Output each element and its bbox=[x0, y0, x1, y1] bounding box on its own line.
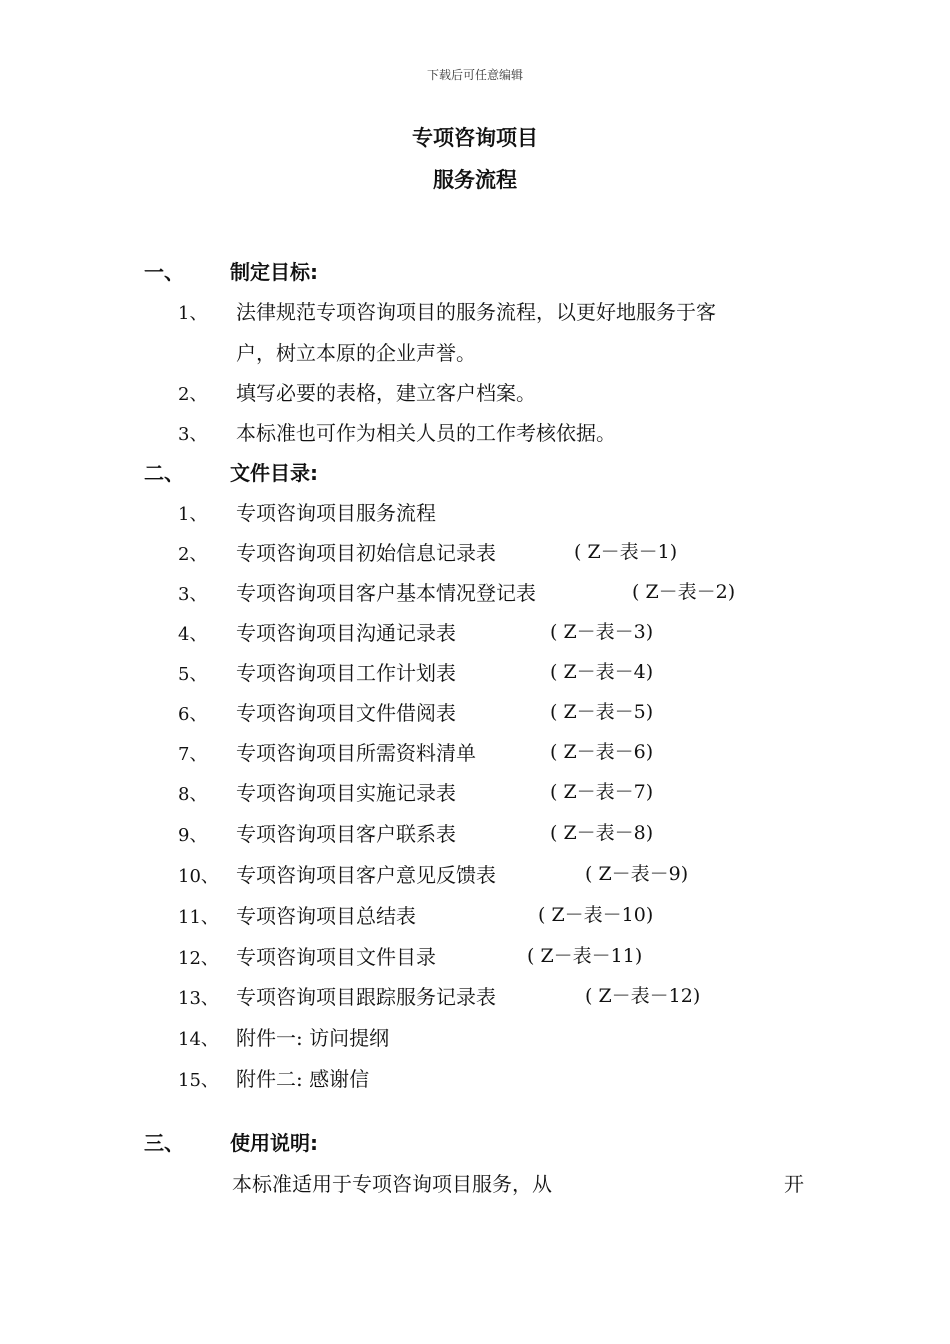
item-text: 本标准也可作为相关人员的工作考核依据。 bbox=[236, 421, 616, 445]
item-text: 专项咨询项目所需资料清单 bbox=[236, 741, 476, 765]
item-number: 9、 bbox=[178, 825, 208, 846]
usage-paragraph-end: 开 bbox=[784, 1172, 804, 1196]
file-list-item bbox=[178, 697, 654, 726]
form-code: ( Z－表－7) bbox=[550, 781, 654, 803]
item-text-continuation: 户，树立本原的企业声誉。 bbox=[236, 341, 476, 365]
form-code: ( Z－表－5) bbox=[550, 701, 654, 723]
page-header-note: 下载后可任意编辑 bbox=[426, 68, 523, 82]
item-number: 5、 bbox=[178, 664, 208, 685]
document-subtitle: 服务流程 bbox=[433, 168, 517, 192]
item-number: 15、 bbox=[178, 1070, 219, 1091]
form-code: ( Z－表－8) bbox=[550, 822, 654, 844]
section-title: 使用说明: bbox=[230, 1131, 318, 1155]
usage-paragraph: 本标准适用于专项咨询项目服务，从 bbox=[232, 1172, 552, 1196]
file-list-item bbox=[178, 617, 654, 646]
file-list-item bbox=[178, 941, 643, 970]
file-list-item bbox=[178, 657, 654, 686]
item-number: 3、 bbox=[178, 584, 208, 605]
item-text: 专项咨询项目服务流程 bbox=[236, 501, 436, 525]
section-heading-goals bbox=[144, 256, 318, 285]
file-list-item bbox=[178, 1022, 389, 1051]
form-code: ( Z－表－3) bbox=[550, 621, 654, 643]
section-title: 文件目录: bbox=[230, 461, 318, 485]
section-number: 三、 bbox=[144, 1131, 184, 1155]
document-title: 专项咨询项目 bbox=[412, 126, 538, 150]
item-number: 1、 bbox=[178, 303, 208, 324]
item-number: 8、 bbox=[178, 784, 208, 805]
item-number: 2、 bbox=[178, 544, 208, 565]
item-text: 法律规范专项咨询项目的服务流程，以更好地服务于客 bbox=[236, 300, 716, 324]
item-text: 专项咨询项目文件目录 bbox=[236, 945, 436, 969]
file-list-item bbox=[178, 497, 436, 526]
item-text: 专项咨询项目客户意见反馈表 bbox=[236, 863, 496, 887]
item-text: 专项咨询项目客户联系表 bbox=[236, 822, 456, 846]
file-list-item bbox=[178, 818, 654, 847]
form-code: ( Z－表－2) bbox=[632, 581, 736, 603]
form-code: ( Z－表－9) bbox=[585, 863, 689, 885]
section-number: 一、 bbox=[144, 260, 184, 284]
list-item bbox=[178, 296, 716, 325]
item-text: 专项咨询项目初始信息记录表 bbox=[236, 541, 496, 565]
section-heading-file-list bbox=[144, 457, 318, 486]
item-number: 6、 bbox=[178, 704, 208, 725]
item-number: 1、 bbox=[178, 504, 208, 525]
file-list-item bbox=[178, 859, 689, 888]
form-code: ( Z－表－6) bbox=[550, 741, 654, 763]
item-text: 专项咨询项目跟踪服务记录表 bbox=[236, 985, 496, 1009]
form-code: ( Z－表－11) bbox=[527, 945, 643, 967]
item-text: 专项咨询项目沟通记录表 bbox=[236, 621, 456, 645]
item-number: 2、 bbox=[178, 384, 208, 405]
file-list-item bbox=[178, 537, 678, 566]
item-text: 填写必要的表格，建立客户档案。 bbox=[236, 381, 536, 405]
file-list-item bbox=[178, 577, 736, 606]
item-number: 14、 bbox=[178, 1029, 219, 1050]
item-number: 7、 bbox=[178, 744, 208, 765]
item-text: 专项咨询项目实施记录表 bbox=[236, 781, 456, 805]
section-title: 制定目标: bbox=[230, 260, 318, 284]
form-code: ( Z－表－1) bbox=[574, 541, 678, 563]
item-number: 12、 bbox=[178, 948, 219, 969]
section-heading-usage bbox=[144, 1127, 318, 1156]
file-list-item bbox=[178, 900, 654, 929]
form-code: ( Z－表－12) bbox=[585, 985, 701, 1007]
form-code: ( Z－表－10) bbox=[538, 904, 654, 926]
item-number: 13、 bbox=[178, 988, 219, 1009]
item-text: 专项咨询项目工作计划表 bbox=[236, 661, 456, 685]
item-number: 3、 bbox=[178, 424, 208, 445]
item-text: 专项咨询项目文件借阅表 bbox=[236, 701, 456, 725]
file-list-item bbox=[178, 777, 654, 806]
file-list-item bbox=[178, 1063, 369, 1092]
list-item bbox=[178, 377, 536, 406]
file-list-item bbox=[178, 737, 654, 766]
item-number: 10、 bbox=[178, 866, 219, 887]
form-code: ( Z－表－4) bbox=[550, 661, 654, 683]
item-number: 4、 bbox=[178, 624, 208, 645]
item-text: 专项咨询项目客户基本情况登记表 bbox=[236, 581, 536, 605]
section-number: 二、 bbox=[144, 461, 184, 485]
list-item bbox=[178, 417, 616, 446]
item-text: 附件一: 访问提纲 bbox=[236, 1026, 390, 1050]
item-text: 附件二: 感谢信 bbox=[236, 1067, 370, 1091]
file-list-item bbox=[178, 981, 701, 1010]
item-number: 11、 bbox=[178, 907, 219, 928]
item-text: 专项咨询项目总结表 bbox=[236, 904, 416, 928]
